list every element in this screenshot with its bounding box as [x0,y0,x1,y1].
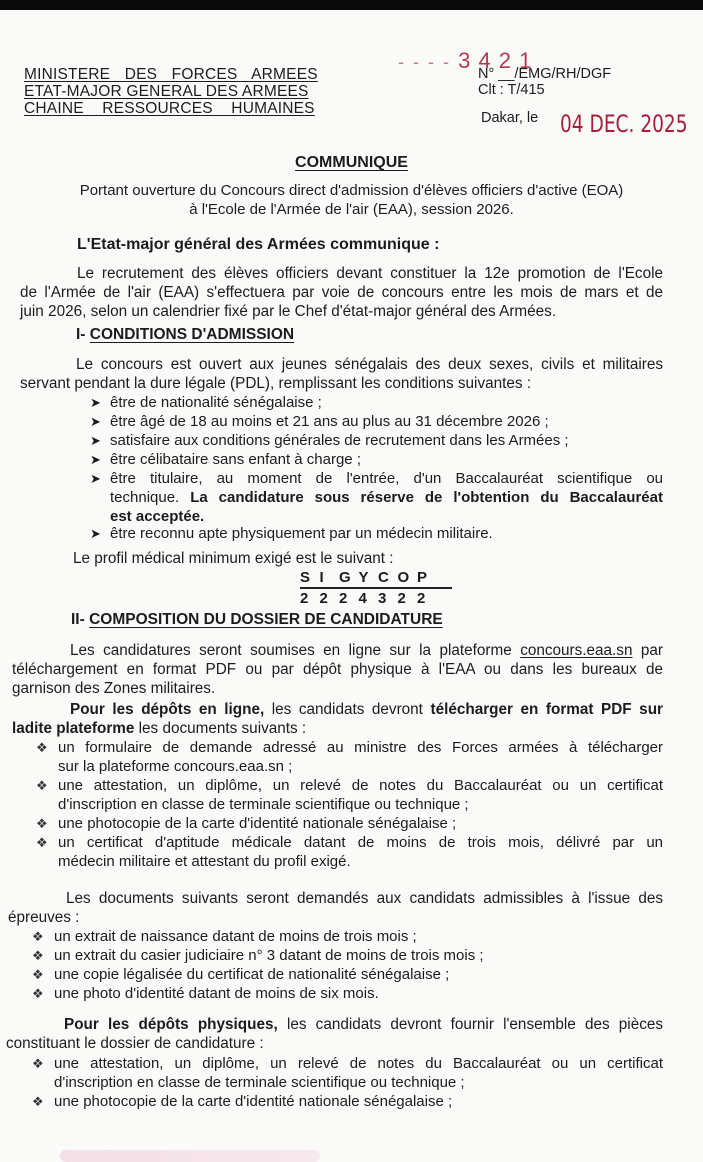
physical-doc-item: ❖ une photocopie de la carte d'identité nationale sénégalaise ; [32,1093,453,1110]
diamond-bullet-icon: ❖ [36,740,48,755]
arrow-bullet-icon: ➤ [90,433,101,448]
diamond-bullet-icon: ❖ [36,835,48,850]
online-doc-item: ❖ une photocopie de la carte d'identité nationale sénégalaise ; [36,815,457,832]
admissible-paragraph: Les documents suivants seront demandés aux candidats admissibles à l'issue des épreuves : [8,890,663,926]
condition-item: ➤ être de nationalité sénégalaise ; [90,394,322,411]
physical-deposit-paragraph: Pour les dépôts physiques, les candidats devront fournir l'ensemble des pièces constituant le dossier de candidature : [6,1016,664,1052]
physical-doc-item: ❖ une attestation, un diplôme, un relevé de notes du Baccalauréat ou un certificat d'inscription en classe de terminale scientifique ou technique ; [32,1055,663,1091]
sigycop-value: 2 [319,590,328,607]
sigycop-value: 2 [300,590,309,607]
document-title [0,154,703,172]
section-1-number: I- [76,326,86,343]
section-2-intro-line: Les candidatures seront soumises en ligne sur la plateforme concours.eaa.sn par [70,642,664,659]
diamond-bullet-icon: ❖ [32,929,44,944]
section-1-intro [20,355,663,393]
document-subtitle [0,181,703,219]
sigycop-letter: O [397,569,410,586]
diamond-bullet-icon: ❖ [36,816,48,831]
condition-item: ➤ être reconnu apte physiquement par un médecin militaire. [90,525,493,542]
section-1-title: CONDITIONS D'ADMISSION [89,326,295,343]
intro-line: Le recrutement des élèves officiers devant constituer la 12e promotion de l'Ecole [77,265,663,282]
ministry-line: MINISTERE DES FORCES ARMEES [24,66,318,83]
place-label: Dakar, le [481,110,539,126]
sigycop-value: 3 [378,590,387,607]
condition-item: ➤ être âgé de 18 au moins et 21 ans au plus au 31 décembre 2026 ; [90,413,549,430]
section-1-intro-line: servant pendant la dure légale (PDL), remplissant les conditions suivantes : [20,375,532,392]
intro-heading: L'Etat-major général des Armées communique : [77,236,440,253]
subtitle-line: Portant ouverture du Concours direct d'admission d'élèves officiers d'active (EOA) [79,182,624,199]
arrow-bullet-icon: ➤ [90,471,101,486]
section-2-title: COMPOSITION DU DOSSIER DE CANDIDATURE [89,611,443,628]
sigycop-value: 2 [397,590,406,607]
sigycop-letter: C [378,569,389,586]
stamp-dashes: - - - - [398,52,451,72]
issuing-authority-block [24,66,318,117]
date-stamp: 04 DEC. 2025 [560,110,688,138]
sigycop-value: 2 [339,590,348,607]
online-doc-item: ❖ une attestation, un diplôme, un relevé de notes du Baccalauréat ou un certificat d'inscription en classe de terminale scientifique ou technique ; [36,777,663,813]
platform-link[interactable]: concours.eaa.sn [520,642,633,659]
title-text: COMMUNIQUE [295,154,408,171]
top-status-bar [0,0,703,10]
medical-profile-label: Le profil médical minimum exigé est le suivant : [73,550,394,567]
section-2-intro-line: téléchargement en format PDF ou par dépôt physique à l'EAA ou dans les bureaux de [12,661,663,678]
hr-chain-line: CHAINE RESSOURCES HUMAINES [24,100,315,117]
sigycop-letter: I [319,569,324,586]
arrow-bullet-icon: ➤ [90,395,101,410]
diamond-bullet-icon: ❖ [32,1056,44,1071]
section-1-heading [76,326,294,344]
sigycop-profile-table [300,569,452,607]
online-doc-item: ❖ un certificat d'aptitude médicale datant de moins de trois mois, délivré par un médecin militaire et attestant du profil exigé. [36,834,663,870]
arrow-bullet-icon: ➤ [90,414,101,429]
sigycop-letter: P [417,569,428,586]
section-1-intro-line: Le concours est ouvert aux jeunes sénégalais des deux sexes, civils et militaires [76,356,663,373]
classification-code: Clt : T/415 [478,82,545,98]
general-staff-line: ETAT-MAJOR GENERAL DES ARMEES [24,83,309,100]
diamond-bullet-icon: ❖ [32,967,44,982]
section-2-intro-line: garnison des Zones militaires. [12,680,216,697]
admissible-doc-item: ❖ une copie légalisée du certificat de nationalité sénégalaise ; [32,966,450,983]
sigycop-letters-row [300,569,452,589]
sigycop-value: 2 [417,590,426,607]
arrow-bullet-icon: ➤ [90,452,101,467]
intro-line: juin 2026, selon un calendrier fixé par le Chef d'état-major général des Armées. [20,303,557,320]
sigycop-letter: S [300,569,311,586]
condition-item: ➤ satisfaire aux conditions générales de recrutement dans les Armées ; [90,432,569,449]
condition-item: ➤ être titulaire, au moment de l'entrée, d'un Baccalauréat scientifique ou technique. La candidature sous réserve de l'obtention du Baccalauréat est acceptée. [90,470,663,525]
diamond-bullet-icon: ❖ [32,986,44,1001]
condition-item: ➤ être célibataire sans enfant à charge ; [90,451,361,468]
sigycop-value: 4 [358,590,367,607]
reference-number: N° __/EMG/RH/DGF [478,66,612,82]
subtitle-line: à l'Ecole de l'Armée de l'air (EAA), session 2026. [189,201,514,218]
diamond-bullet-icon: ❖ [32,1094,44,1109]
section-2-intro [12,641,663,698]
section-2-heading [71,611,443,629]
admissible-doc-item: ❖ un extrait de naissance datant de moins de trois mois ; [32,928,417,945]
admissible-doc-item: ❖ une photo d'identité datant de moins de six mois. [32,985,379,1002]
stamp-number: 3 4 2 1 [458,48,533,73]
reference-block [478,66,611,98]
sigycop-letter: G [339,569,351,586]
diamond-bullet-icon: ❖ [32,948,44,963]
sigycop-values-row [300,589,452,607]
arrow-bullet-icon: ➤ [90,526,101,541]
online-doc-item: ❖ un formulaire de demande adressé au ministre des Forces armées à télécharger sur la plateforme concours.eaa.sn ; [36,739,663,775]
intro-line: de l'Armée de l'air (EAA) s'effectuera par voie de concours entre les mois de mars et de [20,284,663,301]
diamond-bullet-icon: ❖ [36,778,48,793]
sigycop-letter: Y [358,569,369,586]
online-deposit-paragraph: Pour les dépôts en ligne, les candidats devront télécharger en format PDF sur ladite plateforme les documents suivants : [12,701,663,737]
page-edge-artifact [60,1150,320,1162]
intro-paragraph [20,264,663,321]
admissible-doc-item: ❖ un extrait du casier judiciaire n° 3 datant de moins de trois mois ; [32,947,484,964]
section-2-number: II- [71,611,85,628]
